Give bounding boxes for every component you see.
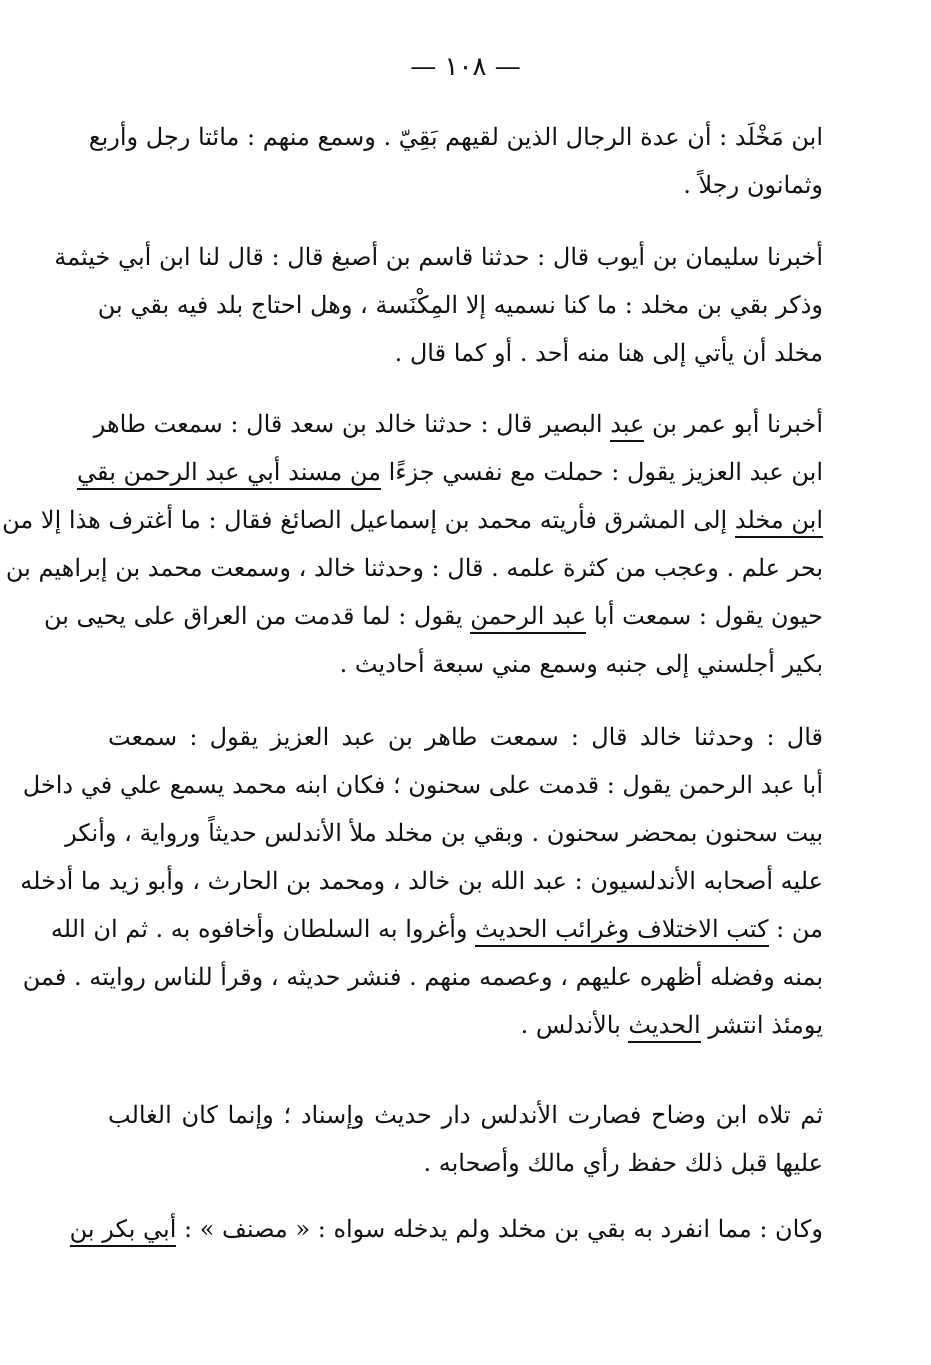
paragraph-1 <box>88 113 823 209</box>
paragraph-line: ابن مخلد إلى المشرق فأريته محمد بن إسماعيل الصائغ فقال : ما أغترف هذا إلا من <box>108 496 823 544</box>
paragraph-line: أبا عبد الرحمن يقول : قدمت على سحنون ؛ فكان ابنه محمد يسمع علي في داخل <box>22 771 823 799</box>
paragraph-3 <box>2 400 823 688</box>
paragraph-line: بحر علم . وعجب من كثرة علمه . قال : وحدثنا خالد ، وسمعت محمد بن إبراهيم بن <box>5 554 823 582</box>
paragraph-line: ابن مَخْلَد : أن عدة الرجال الذين لقيهم بَقِيّ . وسمع منهم : مائتا رجل وأربع <box>88 123 823 151</box>
paragraph-6 <box>69 1205 823 1253</box>
underline-span: عبد الرحمن <box>470 602 586 634</box>
underline-span: ابن مخلد <box>735 506 823 538</box>
paragraph-line: وذكر بقي بن مخلد : ما كنا نسميه إلا المِكْنَسة ، وهل احتاج بلد فيه بقي بن <box>97 291 823 319</box>
paragraph-line: وثمانون رجلاً . <box>683 171 823 199</box>
underline-span: أبي بكر بن <box>70 1215 177 1247</box>
page-number: — ١٠٨ — <box>410 52 521 82</box>
paragraph-line: بمنه وفضله أظهره عليهم ، وعصمه منهم . فنشر حديثه ، وقرأ للناس روايته . فمن <box>22 963 823 991</box>
paragraph-line: يومئذ انتشر الحديث بالأندلس . <box>108 1001 823 1049</box>
paragraph-line: ثم تلاه ابن وضاح فصارت الأندلس دار حديث وإسناد ؛ وإنما كان الغالب <box>108 1101 823 1129</box>
paragraph-line: عليه أصحابه الأندلسيون : عبد الله بن خالد ، ومحمد بن الحارث ، وأبو زيد ما أدخله <box>20 867 823 895</box>
paragraph-line: وكان : مما انفرد به بقي بن مخلد ولم يدخله سواه : « مصنف » : أبي بكر بن <box>108 1205 823 1253</box>
paragraph-line: بكير أجلسني إلى جنبه وسمع مني سبعة أحاديث . <box>339 650 823 678</box>
paragraph-line: قال : وحدثنا خالد قال : سمعت طاهر بن عبد العزيز يقول : سمعت <box>108 723 823 751</box>
underline-span: كتب الاختلاف وغرائب الحديث <box>475 915 768 947</box>
paragraph-line: أخبرنا أبو عمر بن عبد البصير قال : حدثنا خالد بن سعد قال : سمعت طاهر <box>108 400 823 448</box>
paragraph-line: بيت سحنون بمحضر سحنون . وبقي بن مخلد ملأ الأندلس حديثاً ورواية ، وأنكر <box>65 819 823 847</box>
paragraph-5 <box>108 1091 823 1187</box>
paragraph-line: حيون يقول : سمعت أبا عبد الرحمن يقول : لما قدمت من العراق على يحيى بن <box>108 592 823 640</box>
paragraph-line: مخلد أن يأتي إلى هنا منه أحد . أو كما قال . <box>394 339 823 367</box>
paragraph-line: من : كتب الاختلاف وغرائب الحديث وأغروا به السلطان وأخافوه به . ثم ان الله <box>108 905 823 953</box>
paragraph-4 <box>20 713 823 1049</box>
paragraph-2 <box>54 233 823 377</box>
underline-span: الحديث <box>628 1011 700 1043</box>
paragraph-line: أخبرنا سليمان بن أيوب قال : حدثنا قاسم بن أصبغ قال : قال لنا ابن أبي خيثمة <box>54 243 823 271</box>
paragraph-line: عليها قبل ذلك حفظ رأي مالك وأصحابه . <box>423 1149 823 1177</box>
paragraph-line: ابن عبد العزيز يقول : حملت مع نفسي جزءًا من مسند أبي عبد الرحمن بقي <box>108 448 823 496</box>
underline-span: من مسند أبي عبد الرحمن بقي <box>77 458 381 490</box>
underline-span: عبد <box>610 410 644 442</box>
